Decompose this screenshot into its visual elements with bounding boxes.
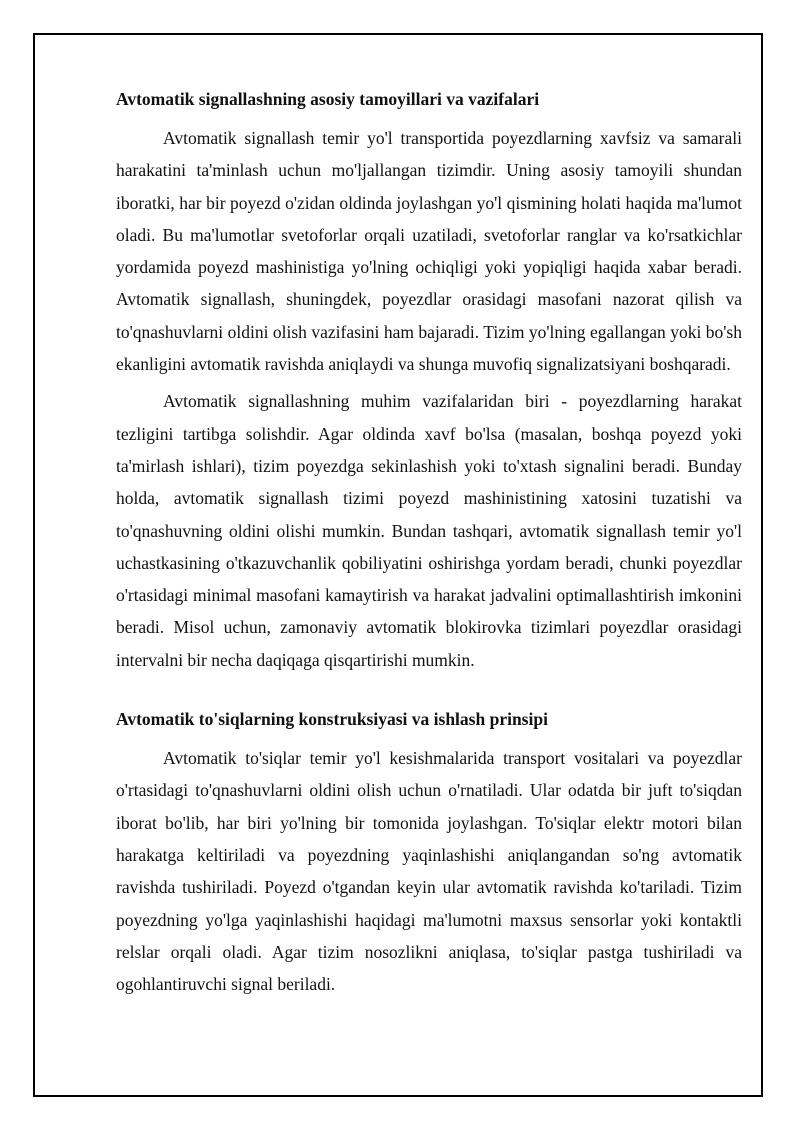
document-body [116, 86, 742, 1005]
paragraph: Avtomatik signallashning muhim vazifalaridan biri - poyezdlarning harakat tezligini tartibga solishdir. Agar oldinda xavf bo'lsa (masalan, boshqa poyezd yoki ta'mirlash ishlari), tizim poyezdga sekinlashish yoki to'xtash signalini beradi. Bunday holda, avtomatik signallash tizimi poyezd mashinistining xatosini tuzatishi va to'qnashuvning oldini olishi mumkin. Bundan tashqari, avtomatik signallash temir yo'l uchastkasining o'tkazuvchanlik qobiliyatini oshirishga yordam beradi, chunki poyezdlar o'rtasidagi minimal masofani kamaytirish va harakat jadvalini optimallashtirish imkonini beradi. Misol uchun, zamonaviy avtomatik blokirovka tizimlari poyezdlar orasidagi intervalni bir necha daqiqaga qisqartirishi mumkin. [116, 391, 742, 670]
paragraph: Avtomatik to'siqlar temir yo'l kesishmalarida transport vositalari va poyezdlar o'rtasidagi to'qnashuvlarni oldini olish uchun o'rnatiladi. Ular odatda bir juft to'siqdan iborat bo'lib, har biri yo'lning bir tomonida joylashgan. To'siqlar elektr motori bilan harakatga keltiriladi va poyezdning yaqinlashishi aniqlangandan so'ng avtomatik ravishda tushiriladi. Poyezd o'tgandan keyin ular avtomatik ravishda ko'tariladi. Tizim poyezdning yo'lga yaqinlashishi haqidagi ma'lumotni maxsus sensorlar yoki kontaktli relslar orqali oladi. Agar tizim nosozlikni aniqlasa, to'siqlar pastga tushiriladi va ogohlantiruvchi signal beriladi. [116, 748, 742, 995]
section-heading: Avtomatik signallashning asosiy tamoyillari va vazifalari [116, 89, 540, 109]
paragraph: Avtomatik signallash temir yo'l transportida poyezdlarning xavfsiz va samarali harakatini ta'minlash uchun mo'ljallangan tizimdir. Uning asosiy tamoyili shundan iboratki, har bir poyezd o'zidan oldinda joylashgan yo'l qismining holati haqida ma'lumot oladi. Bu ma'lumotlar svetoforlar orqali uzatiladi, svetoforlar ranglar va ko'rsatkichlar yordamida poyezd mashinistiga yo'lning ochiqligi yoki yopiqligi haqida xabar beradi. Avtomatik signallash, shuningdek, poyezdlar orasidagi masofani nazorat qilish va to'qnashuvlarni oldini olish vazifasini ham bajaradi. Tizim yo'lning egallangan yoki bo'sh ekanligini avtomatik ravishda aniqlaydi va shunga muvofiq signalizatsiyani boshqaradi. [116, 128, 742, 375]
section-heading: Avtomatik to'siqlarning konstruksiyasi va ishlash prinsipi [116, 709, 548, 730]
